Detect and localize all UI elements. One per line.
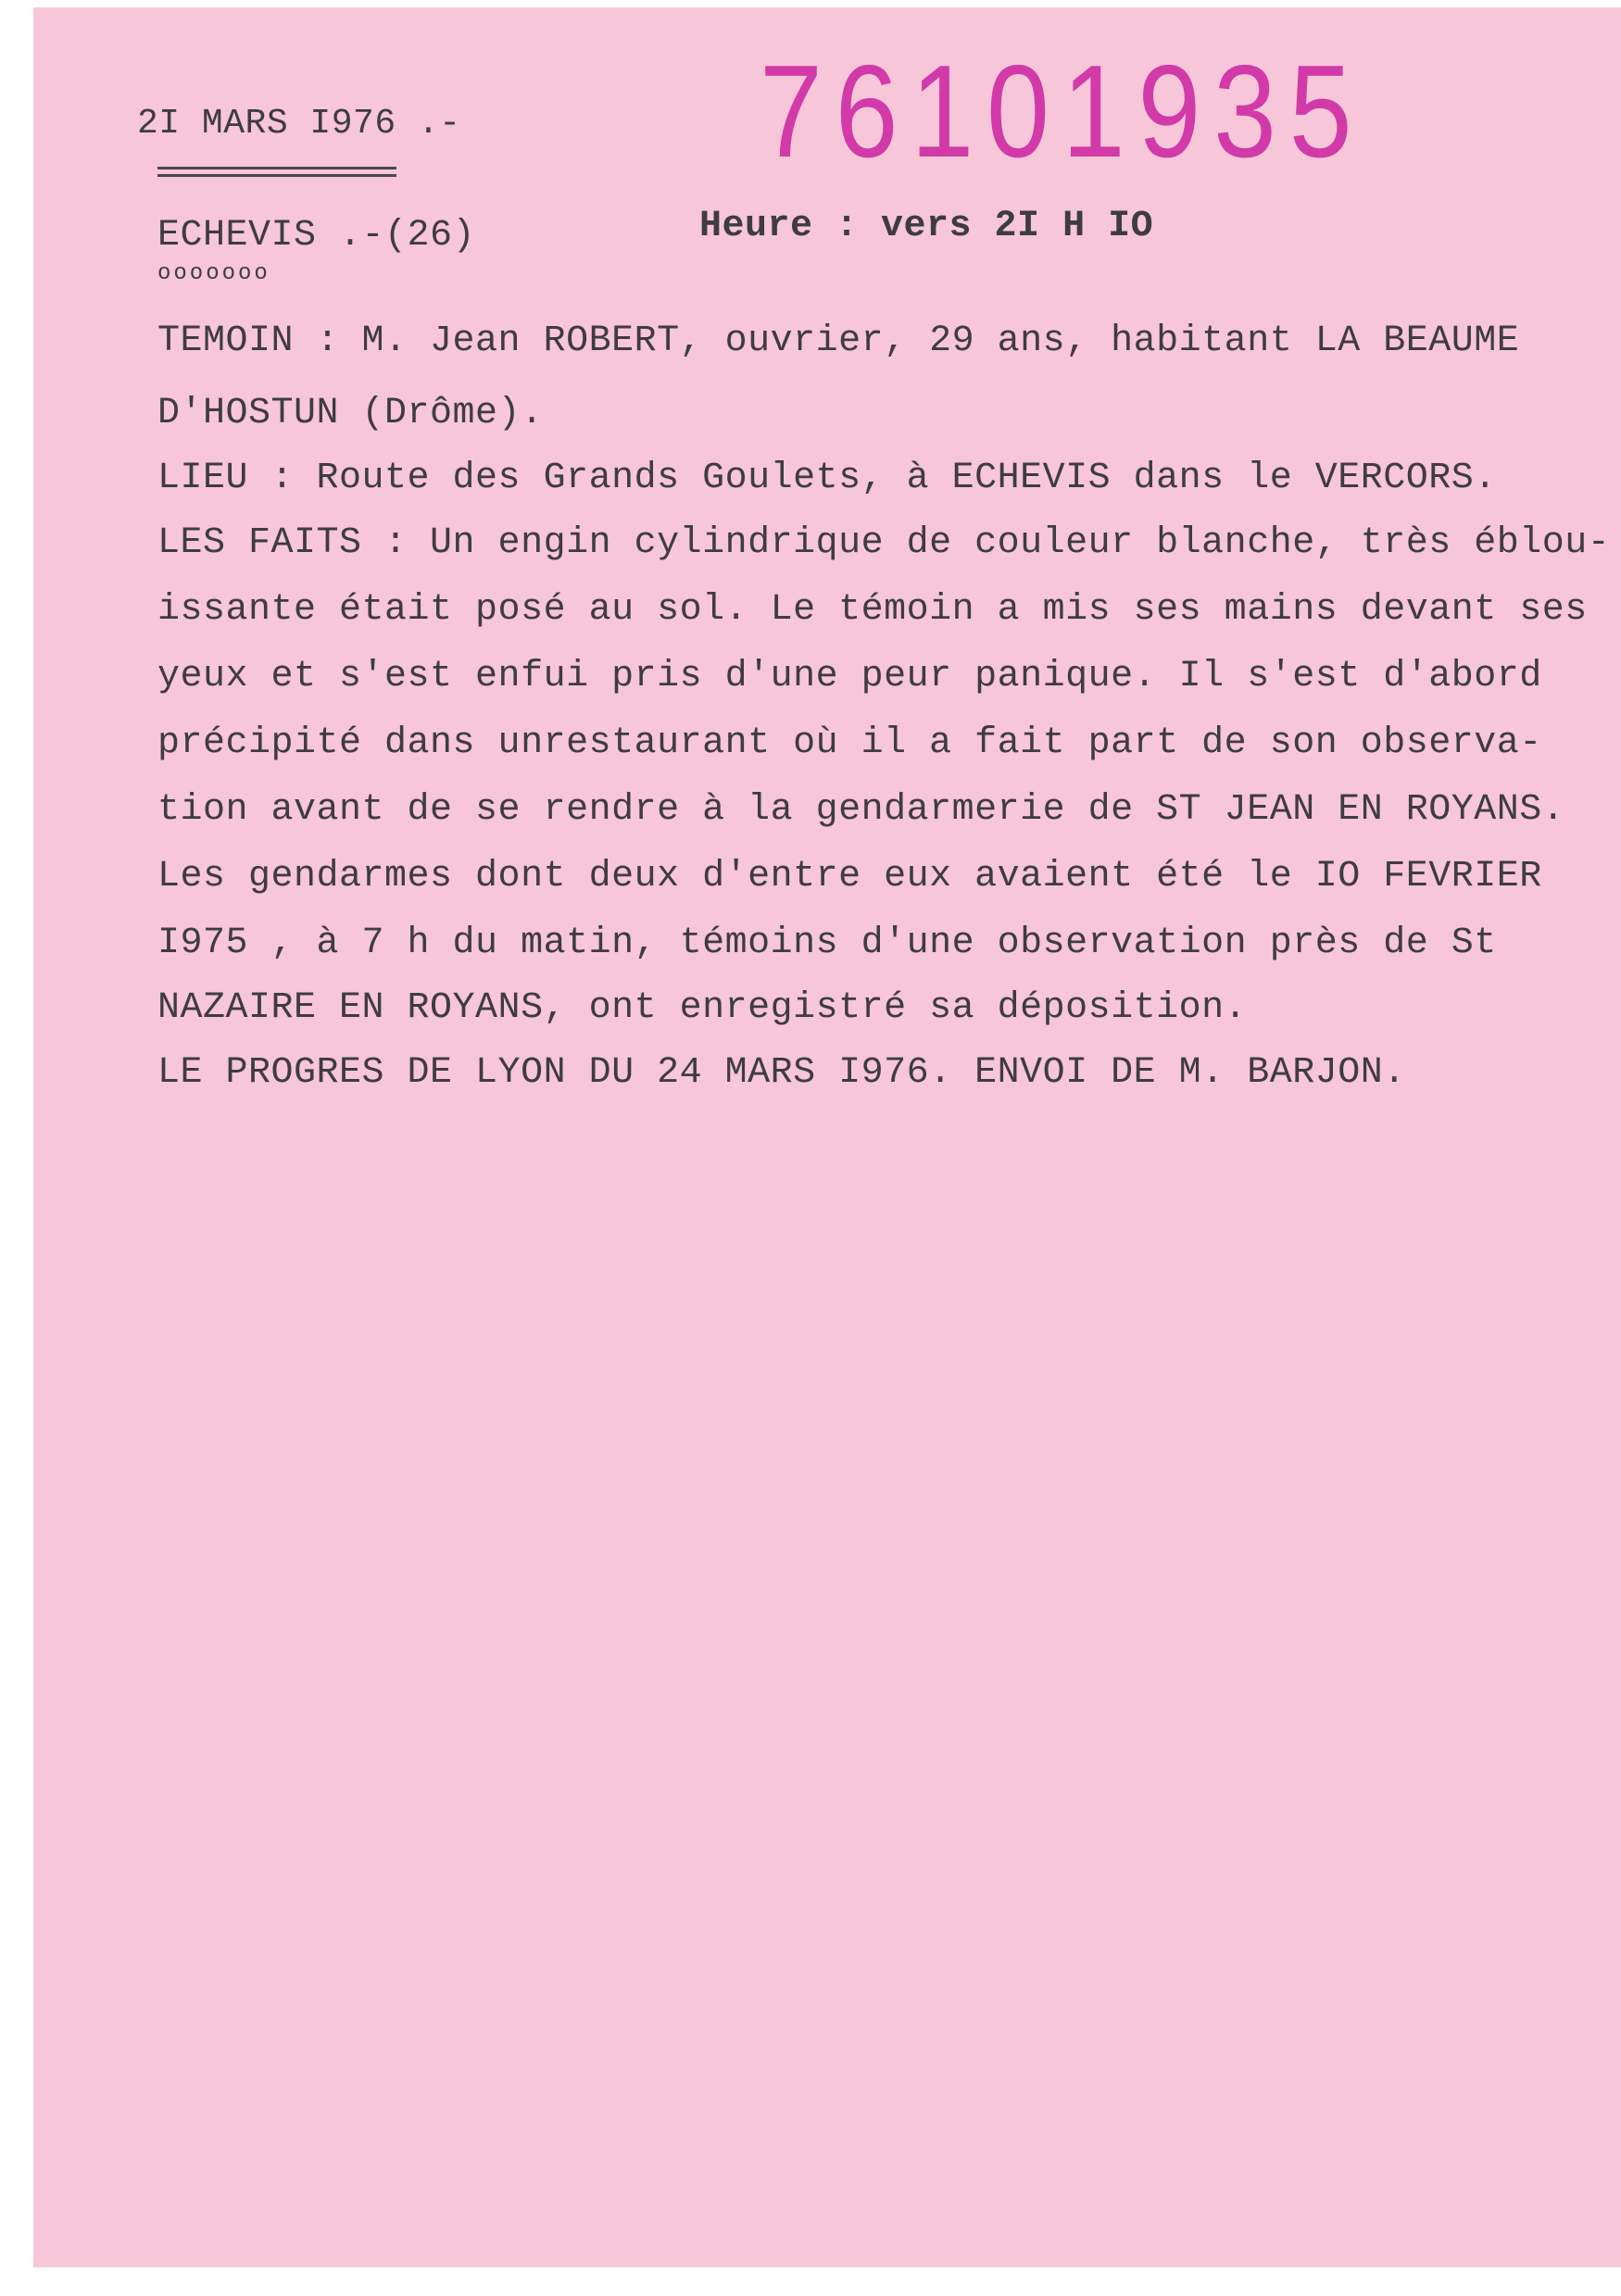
body-line-facts-8: NAZAIRE EN ROYANS, ont enregistré sa déposition. — [157, 987, 1248, 1029]
body-line-facts-2: issante était posé au sol. Le témoin a mis ses mains devant ses — [157, 589, 1588, 631]
body-line-facts-7: I975 , à 7 h du matin, témoins d'une observation près de St — [157, 922, 1497, 964]
body-line-facts: LES FAITS : Un engin cylindrique de couleur blanche, très éblou- — [157, 522, 1611, 564]
body-line-facts-6: Les gendarmes dont deux d'entre eux avaient été le IO FEVRIER — [157, 856, 1542, 897]
document-date: 2I MARS I976 .- — [137, 104, 461, 144]
date-underline — [157, 167, 396, 169]
body-line-facts-3: yeux et s'est enfui pris d'une peur panique. Il s'est d'abord — [157, 656, 1542, 697]
case-number-stamp: 76101935 — [760, 38, 1365, 185]
body-line-location: LIEU : Route des Grands Goulets, à ECHEVIS dans le VERCORS. — [157, 458, 1497, 499]
date-underline-second — [157, 174, 396, 177]
place-ornament: ooooooo — [157, 261, 270, 286]
time-heading: Heure : vers 2I H IO — [699, 206, 1154, 247]
body-line-facts-4: précipité dans unrestaurant où il a fait part de son observa- — [157, 722, 1542, 764]
body-line-witness-cont: D'HOSTUN (Drôme). — [157, 393, 544, 434]
body-line-facts-5: tion avant de se rendre à la gendarmerie de ST JEAN EN ROYANS. — [157, 789, 1565, 831]
body-line-source: LE PROGRES DE LYON DU 24 MARS I976. ENVOI DE M. BARJON. — [157, 1052, 1406, 1094]
body-line-witness: TEMOIN : M. Jean ROBERT, ouvrier, 29 ans, habitant LA BEAUME — [157, 320, 1520, 362]
place-heading: ECHEVIS .-(26) — [157, 215, 476, 257]
